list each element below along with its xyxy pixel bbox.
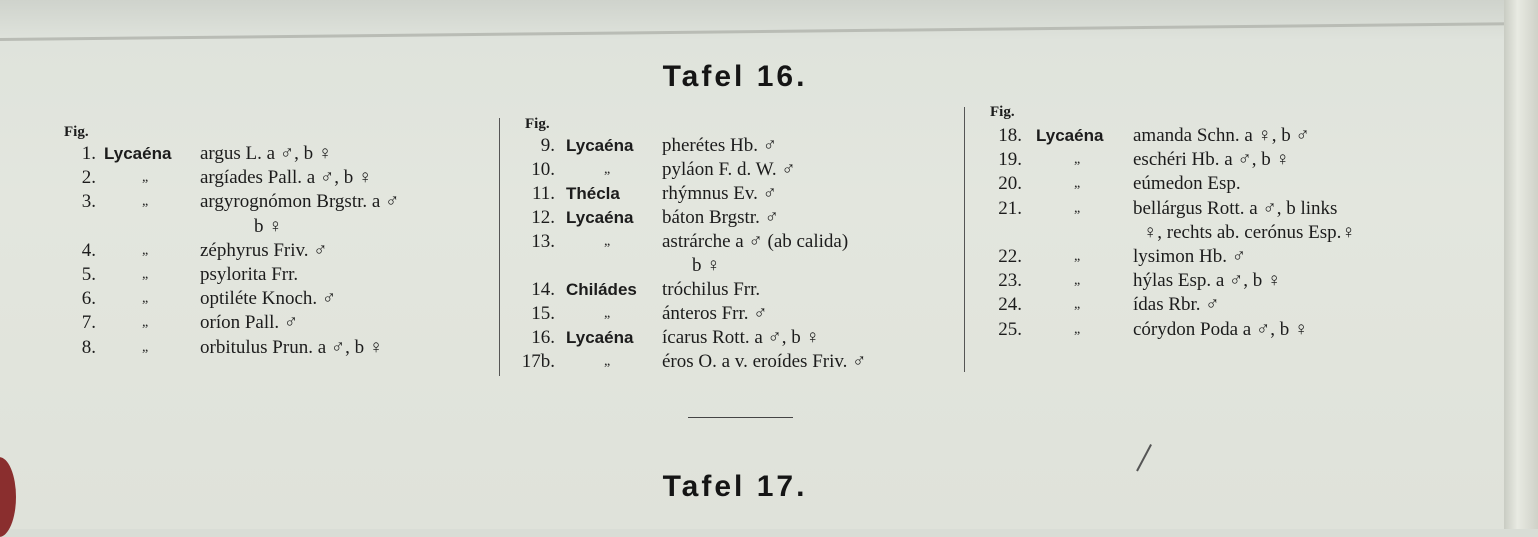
figure-number: 14. (531, 279, 555, 300)
plate-title-16: Tafel 16. (662, 60, 808, 93)
genus-name: Lycaéna (104, 144, 172, 163)
figure-number: 8. (81, 336, 96, 358)
figure-number: 16. (531, 327, 555, 348)
genus-name: Thécla (566, 184, 620, 203)
figure-number: 10. (531, 159, 555, 180)
ditto-mark: „ (604, 162, 611, 177)
ditto-mark: „ (142, 291, 149, 307)
genus-name: Lycaéna (1036, 126, 1104, 145)
ditto-mark: „ (1074, 297, 1081, 313)
species-description: argíades Pall. a ♂, b ♀ (200, 167, 373, 189)
species-description: hýlas Esp. a ♂, b ♀ (1133, 270, 1282, 292)
fig-label-col3: Fig. (990, 104, 1015, 120)
species-description: ♀, rechts ab. cerónus Esp.♀ (1143, 221, 1356, 243)
ditto-mark: „ (142, 339, 149, 355)
ditto-mark: „ (142, 242, 149, 258)
species-description: zéphyrus Friv. ♂ (200, 239, 328, 261)
fig-label-col1: Fig. (64, 124, 89, 140)
ditto-mark: „ (604, 306, 611, 321)
species-description: bellárgus Rott. a ♂, b links (1133, 197, 1338, 219)
figure-number: 11. (531, 183, 555, 204)
fig-label-col2: Fig. (525, 116, 550, 132)
genus-name: Lycaéna (566, 136, 634, 155)
species-description: ídas Rbr. ♂ (1133, 294, 1220, 316)
figure-number: 19. (998, 149, 1022, 171)
figure-number: 12. (531, 207, 555, 228)
species-description: optiléte Knoch. ♂ (200, 288, 337, 310)
figure-number: 25. (998, 318, 1022, 340)
figure-number: 9. (540, 135, 555, 156)
ditto-mark: „ (142, 170, 149, 186)
ditto-mark: „ (1074, 273, 1081, 289)
ditto-mark: „ (604, 354, 611, 369)
genus-name: Chiládes (566, 280, 637, 299)
species-description: rhýmnus Ev. ♂ (662, 183, 777, 204)
genus-name: Lycaéna (566, 208, 634, 227)
ditto-mark: „ (604, 234, 611, 249)
ditto-mark: „ (1074, 152, 1081, 168)
genus-name: Lycaéna (566, 328, 634, 347)
separator-rule (688, 417, 793, 418)
species-description: pyláon F. d. W. ♂ (662, 159, 796, 180)
ditto-mark: „ (1074, 200, 1081, 216)
figure-number: 20. (998, 173, 1022, 195)
figure-number: 22. (998, 246, 1022, 267)
species-description: psylorita Frr. (200, 264, 299, 285)
figure-number: 5. (81, 264, 96, 285)
ditto-mark: „ (1074, 321, 1081, 337)
species-description: b ♀ (692, 255, 721, 276)
species-description: ícarus Rott. a ♂, b ♀ (662, 327, 820, 348)
species-description: báton Brgstr. ♂ (662, 207, 779, 228)
figure-number: 18. (998, 125, 1022, 146)
species-description: astrárche a ♂ (ab calida) (662, 231, 849, 252)
figure-number: 23. (998, 270, 1022, 292)
species-description: eúmedon Esp. (1133, 173, 1241, 195)
species-description: córydon Poda a ♂, b ♀ (1133, 318, 1309, 340)
figure-number: 15. (531, 303, 555, 324)
page-edge (1504, 0, 1538, 529)
species-description: lysimon Hb. ♂ (1133, 246, 1246, 267)
ditto-mark: „ (142, 194, 149, 210)
species-description: amanda Schn. a ♀, b ♂ (1133, 125, 1310, 146)
species-description: argus L. a ♂, b ♀ (200, 143, 333, 164)
figure-number: 6. (81, 288, 96, 310)
species-description: éros O. a v. eroídes Friv. ♂ (662, 351, 867, 372)
ditto-mark: „ (142, 315, 149, 331)
species-description: b ♀ (254, 215, 283, 237)
ditto-mark: „ (1074, 176, 1081, 192)
figure-number: 2. (81, 167, 96, 189)
figure-number: 24. (998, 294, 1022, 316)
figure-number: 21. (998, 197, 1022, 219)
ditto-mark: „ (142, 267, 149, 282)
figure-number: 3. (81, 191, 96, 213)
figure-number: 13. (531, 231, 555, 252)
species-description: orbitulus Prun. a ♂, b ♀ (200, 336, 384, 358)
species-description: ánteros Frr. ♂ (662, 303, 768, 324)
figure-number: 17b. (521, 351, 555, 372)
species-description: oríon Pall. ♂ (200, 312, 299, 334)
species-description: tróchilus Frr. (662, 279, 761, 300)
species-description: pherétes Hb. ♂ (662, 135, 778, 156)
species-description: eschéri Hb. a ♂, b ♀ (1133, 149, 1290, 171)
plate-title-17: Tafel 17. (662, 470, 808, 503)
figure-number: 1. (81, 143, 96, 164)
figure-number: 7. (81, 312, 96, 334)
species-description: argyrognómon Brgstr. a ♂ (200, 191, 400, 213)
ditto-mark: „ (1074, 249, 1081, 264)
figure-number: 4. (81, 239, 96, 261)
